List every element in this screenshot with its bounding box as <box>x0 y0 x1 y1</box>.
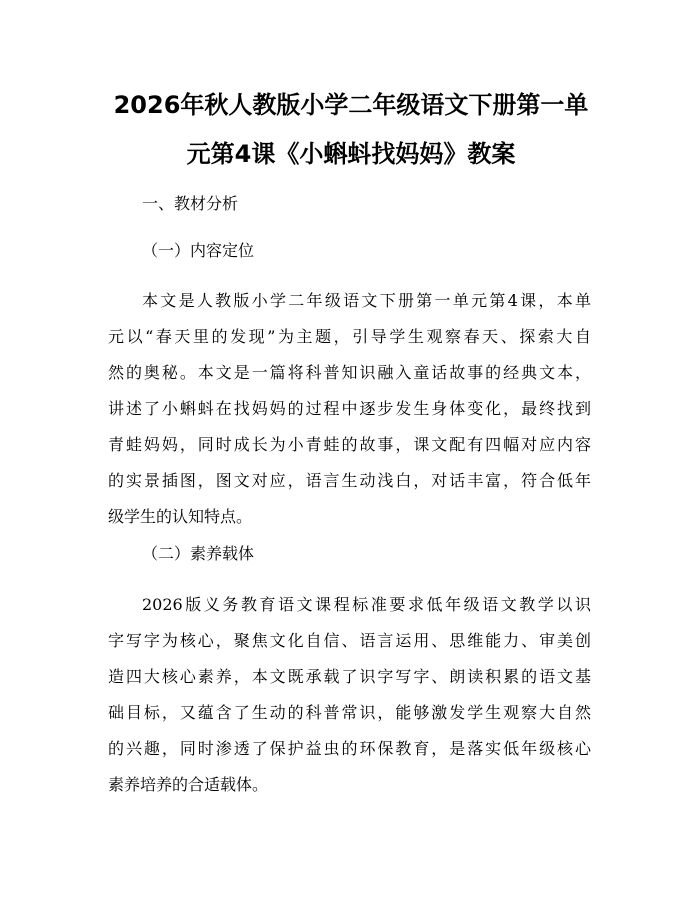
section-heading-teaching-material-analysis: 一、教材分析 <box>142 194 239 213</box>
paragraph-line: 的实景插图，图文对应，语言生动浅白，对话丰富，符合低年 <box>108 471 591 490</box>
paragraph-line: 本文是人教版小学二年级语文下册第一单元第4课，本单 <box>142 291 591 310</box>
paragraph-content-positioning <box>108 283 591 535</box>
subsection-heading-literacy-carrier: （二）素养载体 <box>142 544 255 563</box>
paragraph-line: 2026版义务教育语文课程标准要求低年级语文教学以识 <box>142 595 591 614</box>
paragraph-line: 级学生的认知特点。 <box>108 507 253 526</box>
paragraph-line: 元以“春天里的发现”为主题，引导学生观察春天、探索大自 <box>108 327 591 346</box>
paragraph-line: 字写字为核心，聚焦文化自信、语言运用、思维能力、审美创 <box>108 631 591 650</box>
paragraph-line: 素养培养的合适载体。 <box>108 775 269 794</box>
paragraph-line: 青蛙妈妈，同时成长为小青蛙的故事，课文配有四幅对应内容 <box>108 435 591 454</box>
paragraph-line: 造四大核心素养，本文既承载了识字写字、朗读积累的语文基 <box>108 667 591 686</box>
document-title-line-1: 2026年秋人教版小学二年级语文下册第一单 <box>113 91 589 119</box>
paragraph-line: 然的奥秘。本文是一篇将科普知识融入童话故事的经典文本， <box>108 363 591 382</box>
subsection-heading-content-positioning: （一）内容定位 <box>142 241 255 260</box>
paragraph-line: 的兴趣，同时渗透了保护益虫的环保教育，是落实低年级核心 <box>108 739 591 758</box>
paragraph-line: 础目标，又蕴含了生动的科普常识，能够激发学生观察大自然 <box>108 703 591 722</box>
paragraph-literacy-carrier <box>108 587 591 803</box>
document-title-line-2: 元第4课《小蝌蚪找妈妈》教案 <box>186 140 516 168</box>
paragraph-line: 讲述了小蝌蚪在找妈妈的过程中逐步发生身体变化，最终找到 <box>108 399 591 418</box>
